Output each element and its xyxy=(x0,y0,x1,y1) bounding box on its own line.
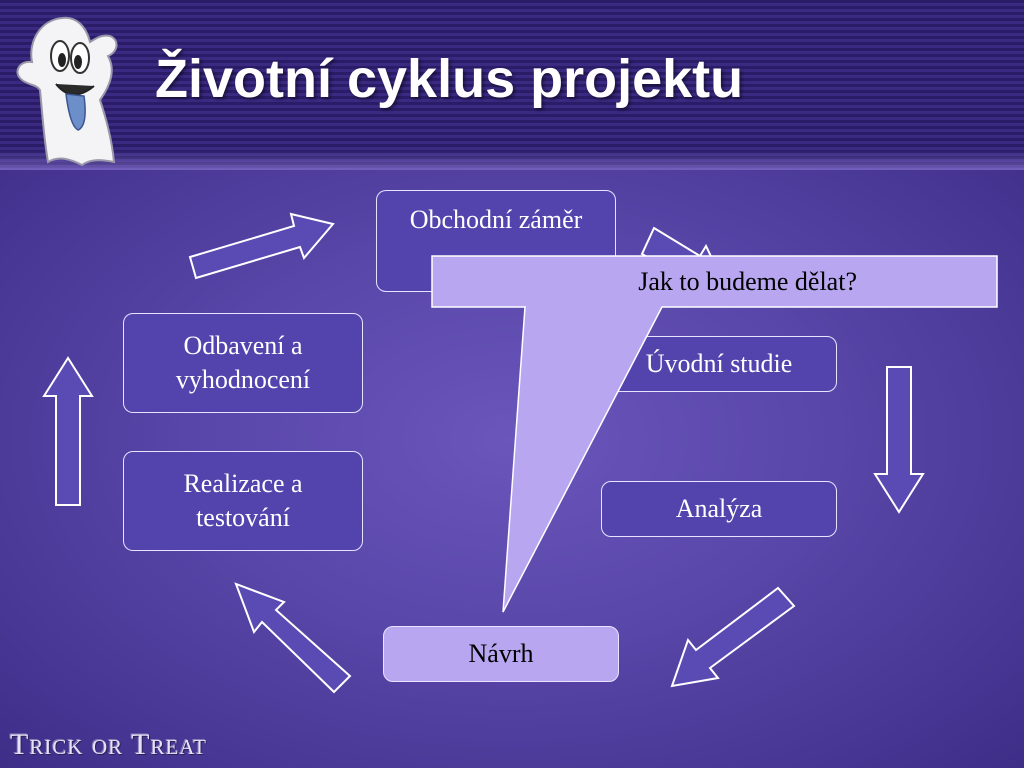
step-label: Úvodní studie xyxy=(645,349,793,379)
step-label: Odbavení a vyhodnocení xyxy=(175,331,311,394)
footer-logo: Trick or Treat xyxy=(10,728,207,761)
step-label: Realizace a testování xyxy=(183,469,303,532)
callout-text: Jak to budeme dělat? xyxy=(638,266,857,296)
step-label: Návrh xyxy=(468,639,534,669)
page-title: Životní cyklus projektu xyxy=(155,49,744,109)
step-label: Analýza xyxy=(675,494,763,524)
step-label: Obchodní záměr xyxy=(409,205,583,234)
